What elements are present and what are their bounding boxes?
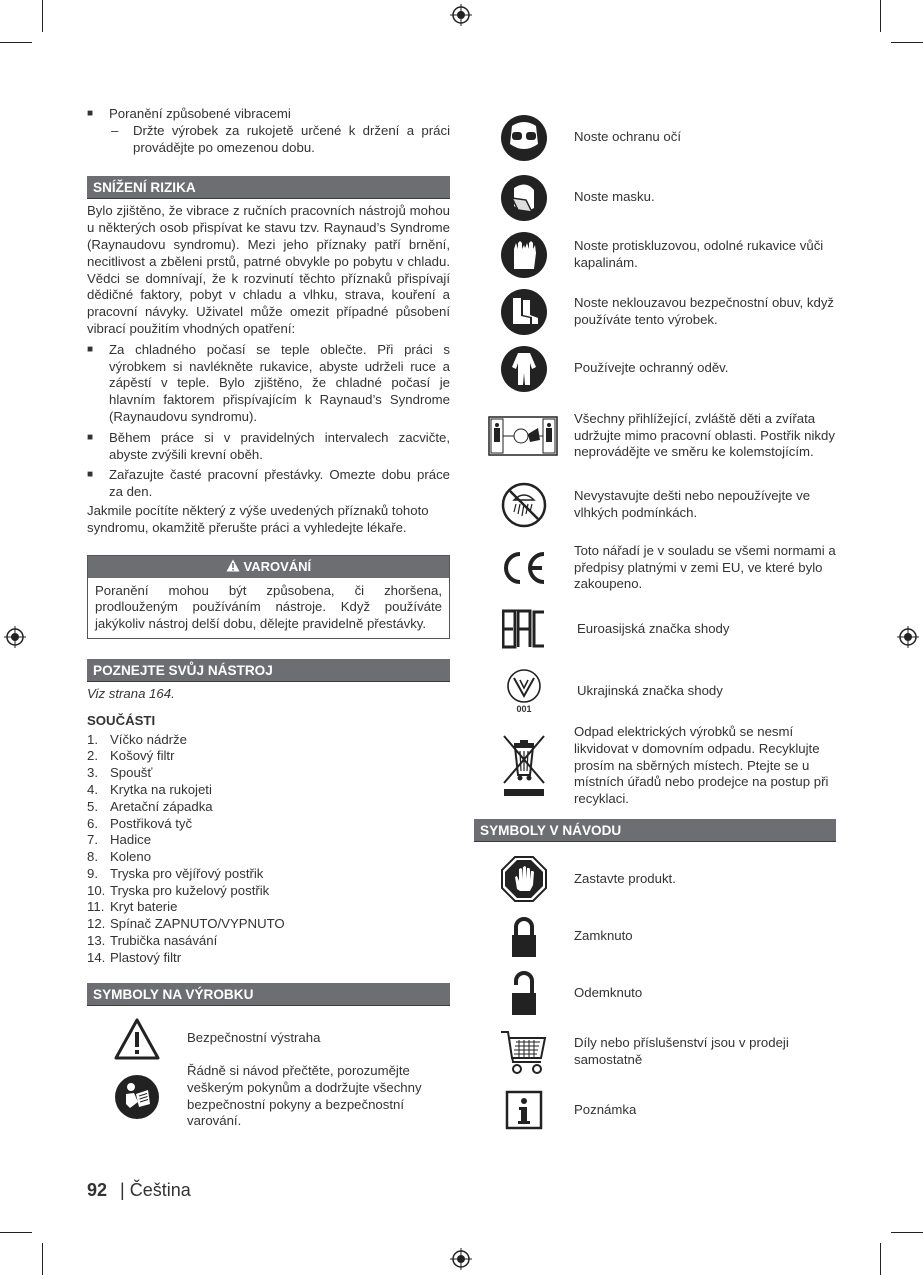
crop-mark	[42, 1243, 43, 1275]
eye-protection-icon	[500, 114, 548, 162]
symbol-row	[474, 340, 836, 397]
symbol-row	[87, 1062, 450, 1132]
part-name: Krytka na rukojeti	[110, 781, 212, 797]
crop-mark	[880, 1243, 881, 1275]
gloves-icon	[500, 231, 548, 279]
warning-title: VAROVÁNÍ	[243, 558, 312, 574]
part-list-item	[87, 799, 450, 816]
crop-mark	[891, 42, 923, 43]
symbol-row	[474, 661, 836, 721]
symbol-text: Používejte ochranný oděv.	[574, 360, 729, 376]
part-number: 8.	[87, 849, 98, 865]
ce-mark-icon	[500, 550, 548, 586]
symbol-text: Nevystavujte dešti nebo nepoužívejte ve vlhkých podmínkách.	[574, 488, 811, 520]
symbol-text: Poznámka	[574, 1101, 637, 1117]
vibration-bullet: ■ Poranění způsobené vibracemi	[87, 106, 450, 123]
registration-mark-icon	[897, 626, 919, 648]
part-list-item	[87, 916, 450, 933]
part-name: Hadice	[110, 832, 152, 848]
symbol-text: Noste masku.	[574, 189, 655, 205]
crop-mark	[0, 1232, 32, 1233]
part-number: 3.	[87, 765, 98, 781]
section-heading-risk: SNÍŽENÍ RIZIKA	[87, 176, 450, 199]
symbol-row	[474, 850, 836, 908]
warning-body: Poranění mohou být způsobena, či zhoršena, prodlouženým používáním nástroje. Když používáte jakýkoliv nástroj delší dobu, dělejte pravidelně přestávky.	[95, 582, 442, 632]
part-name: Tryska pro vějířový postřik	[110, 865, 264, 881]
risk-intro: Bylo zjištěno, že vibrace z ručních pracovních nástrojů mohou u některých osob přispívat ke stavu tzv. Raynaud’s Syndrome (Raynaudovu syndromu). Mezi jeho příznaky patří brnění, necitlivost a zběleni prstů, patrné obvykle po pobytu v chladu. Vědci se domnívají, že k rozvinutí těchto příznaků přispívají dědičné faktory, pobyt v chladu a vlhku, strava, kouření a pracovní návyky. Uživatel může omezit případné působení vibrací použitím vhodných opatření:	[87, 203, 450, 336]
symbol-row	[474, 477, 836, 533]
part-name: Trubička nasávání	[110, 933, 218, 949]
shopping-cart-icon	[499, 1028, 549, 1076]
no-rain-icon	[501, 482, 547, 528]
part-list-item	[87, 950, 450, 967]
symbol-row	[87, 1016, 450, 1062]
part-list-item	[87, 832, 450, 849]
symbol-row	[474, 908, 836, 965]
page-footer	[87, 1180, 191, 1201]
crop-mark	[891, 1232, 923, 1233]
part-list-item	[87, 732, 450, 749]
ukraine-mark-icon	[506, 668, 542, 704]
read-manual-icon	[114, 1074, 160, 1120]
part-list-item	[87, 748, 450, 765]
ukraine-mark-label: 001	[516, 704, 532, 714]
symbol-row	[474, 226, 836, 283]
weee-bin-icon	[501, 733, 547, 799]
part-number: 2.	[87, 748, 98, 764]
left-column	[87, 106, 450, 1132]
footer-language: Čeština	[129, 1180, 191, 1200]
symbol-row	[474, 965, 836, 1022]
part-number: 5.	[87, 798, 98, 814]
right-column	[474, 112, 836, 1138]
symbol-text: Všechny přihlížející, zvláště děti a zvířata udržujte mimo pracovní oblasti. Postřik nikdy neprovádějte ve směru ke kolemstojícím.	[574, 410, 835, 460]
part-number: 7.	[87, 832, 98, 848]
section-heading-know-tool: POZNEJTE SVŮJ NÁSTROJ	[87, 659, 450, 682]
warning-header	[88, 556, 449, 578]
vibration-subitem: – Držte výrobek za rukojetě určené k držení a práci provádějte po omezenou dobu.	[87, 123, 450, 157]
part-list-item	[87, 899, 450, 916]
warning-triangle-icon	[226, 559, 240, 572]
symbol-row	[474, 283, 836, 340]
part-name: Spoušť	[110, 765, 153, 781]
symbol-text: Zamknuto	[574, 928, 633, 944]
page-reference: Viz strana 164.	[87, 685, 175, 701]
symbol-row	[474, 723, 836, 809]
part-list-item	[87, 782, 450, 799]
risk-bullet: ■ Zařazujte časté pracovní přestávky. Omezte dobu práce za den.	[87, 467, 450, 501]
info-icon	[505, 1090, 543, 1130]
risk-outro: Jakmile pocítíte některý z výše uvedených příznaků tohoto syndromu, okamžitě přerušte práci a vyhledejte lékaře.	[87, 502, 429, 535]
part-name: Postřiková tyč	[110, 815, 193, 831]
part-list-item	[87, 866, 450, 883]
eac-mark-icon	[502, 609, 546, 649]
part-number: 13.	[87, 933, 106, 949]
risk-bullet: ■ Za chladného počasí se teple oblečte. Při práci s výrobkem si navlékněte rukavice, abyste udrželi ruce a zápěstí v teple. Bylo zjištěno, že chladné počasí je hlavním faktorem přispívajícím k Raynaud’s Syndrome (Raynaudovu syndromu).	[87, 342, 450, 426]
symbol-text: Odemknuto	[574, 985, 643, 1001]
symbol-row	[474, 169, 836, 226]
parts-title: SOUČÁSTI	[87, 712, 156, 728]
symbol-text: Noste neklouzavou bezpečnostní obuv, když používáte tento výrobek.	[574, 294, 835, 327]
symbol-text: Díly nebo příslušenství jsou v prodeji samostatně	[574, 1035, 789, 1067]
symbol-text: Řádně si návod přečtěte, porozumějte veškerým pokynům a dodržujte všechny bezpečnostní pokyny a bezpečnostní varování.	[187, 1063, 422, 1129]
symbol-text: Zastavte produkt.	[574, 870, 676, 886]
symbol-row	[474, 1022, 836, 1082]
parts-list	[87, 732, 450, 967]
part-number: 11.	[87, 899, 105, 915]
crop-mark	[0, 42, 32, 43]
part-name: Spínač ZAPNUTO/VYPNUTO	[110, 916, 285, 932]
part-number: 14.	[87, 949, 106, 965]
registration-mark-icon	[4, 626, 26, 648]
part-name: Plastový filtr	[110, 949, 182, 965]
part-list-item	[87, 883, 450, 900]
symbol-text: Ukrajinská značka shody	[577, 682, 723, 698]
part-name: Tryska pro kuželový postřik	[110, 882, 270, 898]
symbol-text: Euroasijská značka shody	[577, 620, 730, 636]
part-number: 6.	[87, 815, 98, 831]
stop-hand-icon	[500, 855, 548, 903]
lock-open-icon	[510, 971, 538, 1017]
page-number: 92	[87, 1180, 108, 1200]
part-number: 1.	[87, 731, 98, 747]
section-heading-manual-symbols: SYMBOLY V NÁVODU	[474, 819, 836, 842]
symbol-text: Bezpečnostní výstraha	[187, 1030, 321, 1046]
symbol-text: Noste protiskluzovou, odolné rukavice vůči kapalinám.	[574, 237, 824, 270]
part-name: Košový filtr	[110, 748, 175, 764]
crop-mark	[42, 0, 43, 32]
warning-triangle-icon	[114, 1018, 160, 1060]
part-list-item	[87, 849, 450, 866]
part-name: Kryt baterie	[110, 899, 178, 915]
part-number: 12.	[87, 916, 106, 932]
part-list-item	[87, 765, 450, 782]
risk-bullet: ■ Během práce si v pravidelných intervalech zacvičte, abyste zvýšili krevní oběh.	[87, 430, 450, 464]
symbol-text: Odpad elektrických výrobků se nesmí likvidovat v domovním odpadu. Recyklujte prosím na sběrných místech. Ptejte se u místních úřadů nebo prodejce na postup při recyklaci.	[574, 724, 829, 807]
part-number: 4.	[87, 781, 98, 797]
symbol-row	[474, 1082, 836, 1138]
mask-icon	[500, 174, 548, 222]
bystander-distance-icon	[488, 416, 558, 456]
symbol-row	[474, 539, 836, 597]
part-number: 10.	[87, 882, 106, 898]
symbol-row	[474, 599, 836, 659]
warning-box	[87, 555, 450, 639]
footer-separator: |	[120, 1180, 125, 1200]
symbol-text: Noste ochranu očí	[574, 129, 682, 145]
part-list-item	[87, 816, 450, 833]
part-number: 9.	[87, 865, 98, 881]
part-name: Koleno	[110, 849, 152, 865]
registration-mark-icon	[450, 1248, 472, 1270]
crop-mark	[880, 0, 881, 32]
lock-closed-icon	[510, 915, 538, 959]
registration-mark-icon	[450, 4, 472, 26]
part-name: Aretační západka	[110, 798, 213, 814]
part-list-item	[87, 933, 450, 950]
symbol-row	[474, 399, 836, 473]
protective-suit-icon	[500, 345, 548, 393]
symbol-text: Toto nářadí je v souladu se všemi normami a předpisy platnými v zemi EU, ve které bylo zakoupeno.	[574, 542, 836, 592]
section-heading-product-symbols: SYMBOLY NA VÝROBKU	[87, 983, 450, 1006]
symbol-row	[474, 112, 836, 163]
part-name: Víčko nádrže	[110, 731, 187, 747]
boots-icon	[500, 288, 548, 336]
